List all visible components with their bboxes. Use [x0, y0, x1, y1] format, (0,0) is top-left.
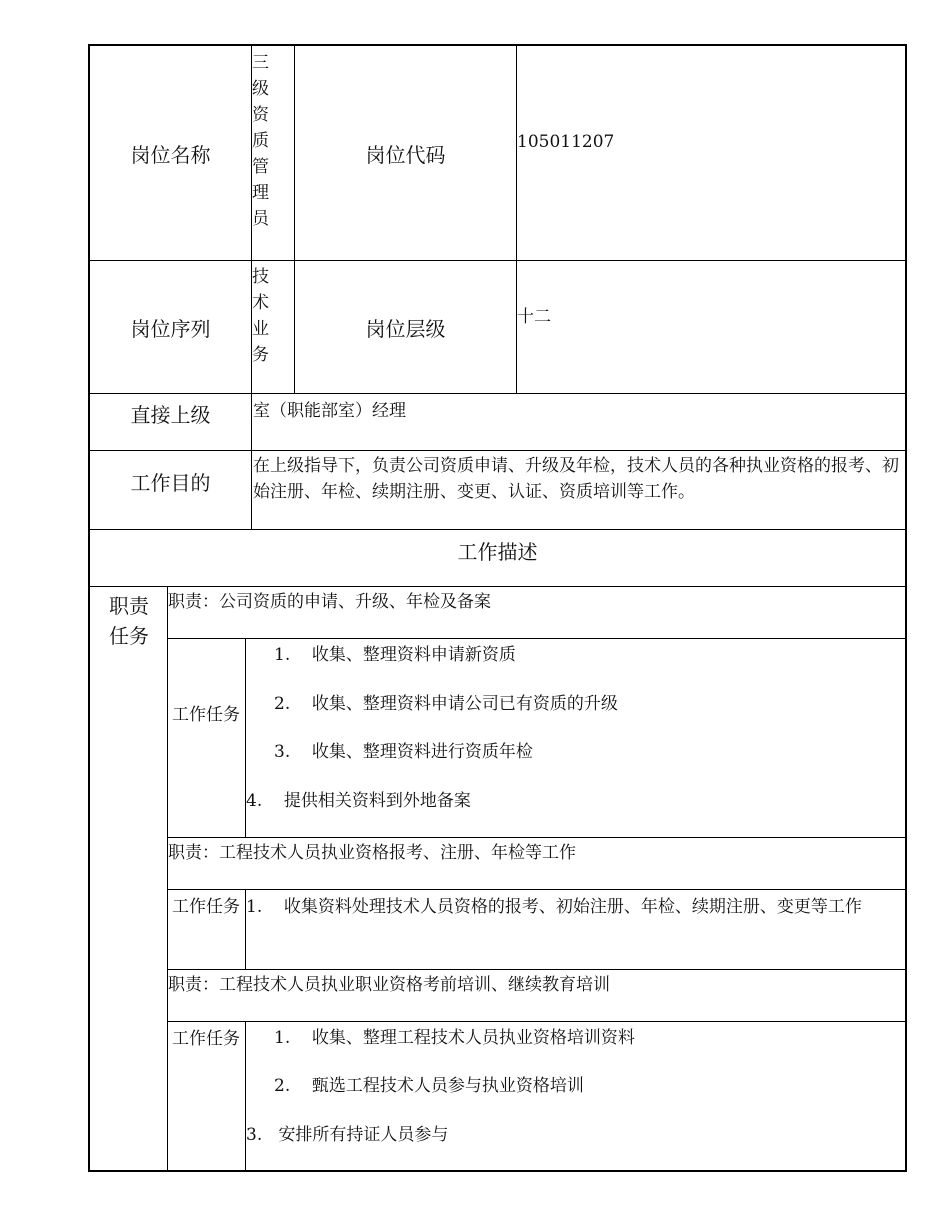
duty-1-task-3: 3. 收集、整理资料进行资质年检	[274, 742, 533, 762]
duty-1-task-1: 1. 收集、整理资料申请新资质	[274, 645, 516, 665]
duty-3-task-label: 工作任务	[172, 1029, 240, 1049]
duty-2-task-label: 工作任务	[172, 897, 240, 917]
post-series-label: 岗位序列	[130, 316, 211, 341]
duty-2-title: 职责：工程技术人员执业资格报考、注册、年检等工作	[168, 843, 576, 863]
purpose-value: 在上级指导下，负责公司资质申请、升级及年检，技术人员的各种执业资格的报考、初始注册、年检、续期注册、变更、认证、资质培训等工作。	[253, 456, 899, 502]
duty-3-task-2: 2. 甄选工程技术人员参与执业资格培训	[274, 1076, 584, 1096]
duty-3-task-3: 3. 安排所有持证人员参与	[246, 1125, 449, 1145]
post-name-label: 岗位名称	[130, 142, 211, 167]
duty-3-title: 职责：工程技术人员执业职业资格考前培训、继续教育培训	[168, 975, 610, 995]
post-name-value: 三级资质管理员	[252, 53, 269, 229]
post-series-value: 技术业务	[252, 267, 269, 365]
duty-task-header: 职责任务	[109, 594, 149, 648]
supervisor-value: 室（职能部室）经理	[253, 401, 406, 421]
post-code-label: 岗位代码	[365, 142, 446, 167]
post-code-value: 105011207	[517, 132, 615, 152]
work-description-title: 工作描述	[457, 539, 538, 564]
supervisor-label: 直接上级	[130, 402, 211, 427]
job-description-table	[88, 44, 907, 1172]
post-level-value: 十二	[517, 307, 551, 327]
duty-3-task-1: 1. 收集、整理工程技术人员执业资格培训资料	[274, 1028, 635, 1048]
duty-1-task-2: 2. 收集、整理资料申请公司已有资质的升级	[274, 694, 618, 714]
post-level-label: 岗位层级	[365, 316, 446, 341]
duty-1-title: 职责：公司资质的申请、升级、年检及备案	[168, 592, 491, 612]
duty-1-task-4: 4. 提供相关资料到外地备案	[246, 791, 471, 811]
duty-1-task-label: 工作任务	[172, 705, 240, 725]
purpose-label: 工作目的	[130, 470, 211, 495]
duty-2-task-1: 1. 收集资料处理技术人员资格的报考、初始注册、年检、续期注册、变更等工作	[246, 897, 862, 917]
